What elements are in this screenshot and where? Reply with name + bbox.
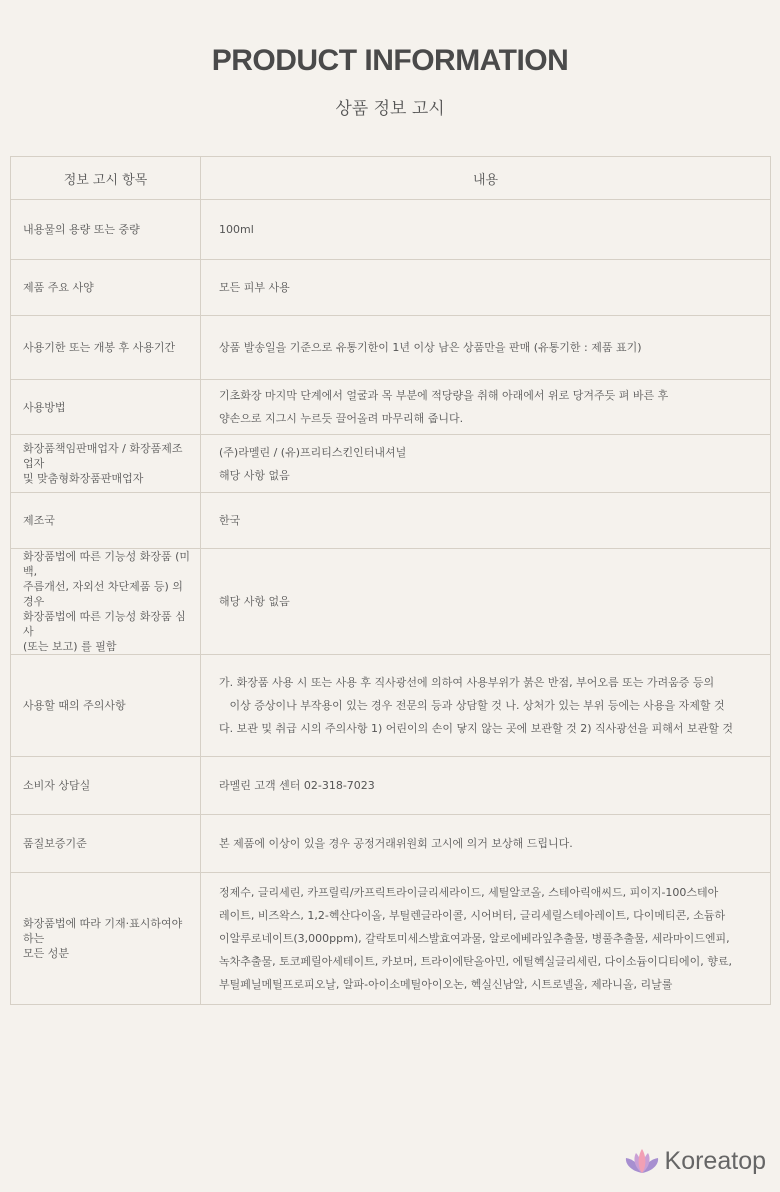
row-label-line: 품질보증기준: [23, 837, 87, 850]
row-label-line: 화장품법에 따른 기능성 화장품 심사: [23, 610, 186, 638]
lotus-icon: [623, 1146, 661, 1176]
row-label-line: (또는 보고) 를 필함: [23, 640, 117, 653]
header-item: 정보 고시 항목: [11, 157, 201, 200]
row-content-line: 해당 사항 없음: [219, 468, 290, 482]
row-label-line: 주름개선, 자외선 차단제품 등) 의 경우: [23, 580, 183, 608]
row-content-line: 가. 화장품 사용 시 또는 사용 후 직사광선에 의하여 사용부위가 붉은 반점, 부어오름 또는 가려움증 등의: [219, 676, 715, 689]
table-row: [11, 260, 771, 316]
row-label-line: 및 맞춤형화장품판매업자: [23, 472, 144, 485]
row-content-line: 정제수, 글리세린, 카프릴릭/카프릭트라이글리세라이드, 세틸알코올, 스테아릭애씨드, 피이지-100스테아: [219, 886, 719, 899]
row-content-line: 기초화장 마지막 단계에서 얼굴과 목 부분에 적당량을 취해 아래에서 위로 당겨주듯 펴 바른 후: [219, 389, 669, 402]
row-label-line: 화장품법에 따라 기재·표시하여야 하는: [23, 917, 183, 945]
row-content: [201, 873, 771, 1005]
table-row: [11, 815, 771, 873]
row-content-line: 상품 발송일을 기준으로 유통기한이 1년 이상 남은 상품만을 판매 (유통기한 : 제품 표기): [219, 341, 642, 354]
row-content: [201, 655, 771, 757]
row-content-line: 이알루로네이트(3,000ppm), 갈락토미세스발효여과물, 알로에베라잎추출물, 병풀추출물, 세라마이드엔피,: [219, 932, 730, 945]
row-content-line: (주)라멜린 / (유)프리티스킨인터내셔널: [219, 445, 407, 459]
table-row: [11, 493, 771, 549]
row-label: [11, 873, 201, 1005]
row-label-line: 사용기한 또는 개봉 후 사용기간: [23, 341, 176, 354]
row-content: [201, 200, 771, 260]
row-content-line: 100ml: [219, 223, 254, 236]
row-content-line: 해당 사항 없음: [219, 595, 290, 608]
row-content: [201, 435, 771, 493]
logo-text: Koreatop: [664, 1146, 766, 1175]
table-row: [11, 873, 771, 1005]
row-label: [11, 200, 201, 260]
row-label-line: 소비자 상담실: [23, 779, 91, 792]
koreatop-logo: [623, 1146, 766, 1176]
row-content-line: 녹차추출물, 토코페릴아세테이트, 카보머, 트라이에탄올아민, 에틸헥실글리세린, 다이소듐이디티에이, 향료,: [219, 955, 732, 968]
row-label-line: 모든 성분: [23, 947, 70, 960]
row-content-line: 부틸페닐메틸프로피오날, 알파-아이소메틸아이오논, 헥실신남알, 시트로넬올, 제라니올, 리날룰: [219, 978, 673, 991]
row-label-line: 제조국: [23, 514, 55, 527]
row-content: [201, 260, 771, 316]
row-label-line: 화장품법에 따른 기능성 화장품 (미백,: [23, 550, 191, 578]
table-row: [11, 757, 771, 815]
row-label: [11, 380, 201, 435]
row-label: [11, 435, 201, 493]
table-row: [11, 200, 771, 260]
table-row: [11, 655, 771, 757]
row-label-line: 내용물의 용량 또는 중량: [23, 223, 140, 236]
row-content-line: 이상 증상이나 부작용이 있는 경우 전문의 등과 상담할 것 나. 상처가 있는 부위 등에는 사용을 자제할 것: [219, 699, 725, 712]
row-content-line: 다. 보관 및 취급 시의 주의사항 1) 어린이의 손이 닿지 않는 곳에 보관할 것 2) 직사광선을 피해서 보관할 것: [219, 722, 734, 735]
row-content: [201, 493, 771, 549]
table-row: [11, 435, 771, 493]
row-content: [201, 815, 771, 873]
row-label-line: 사용방법: [23, 400, 66, 414]
table-row: [11, 549, 771, 655]
row-content: [201, 316, 771, 380]
row-content-line: 본 제품에 이상이 있을 경우 공정거래위원회 고시에 의거 보상해 드립니다.: [219, 837, 573, 850]
row-content: [201, 549, 771, 655]
table-header-row: [11, 157, 771, 200]
product-info-table: [10, 156, 771, 1005]
row-label-line: 사용할 때의 주의사항: [23, 699, 126, 712]
row-content-line: 모든 피부 사용: [219, 281, 290, 294]
row-label: [11, 260, 201, 316]
row-content: [201, 380, 771, 435]
row-label-line: 화장품책임판매업자 / 화장품제조업자: [23, 442, 183, 470]
row-content-line: 라멜린 고객 센터 02-318-7023: [219, 779, 375, 792]
row-content: [201, 757, 771, 815]
row-label-line: 제품 주요 사양: [23, 281, 94, 294]
page-title: PRODUCT INFORMATION: [211, 44, 569, 77]
page-subtitle: 상품 정보 고시: [335, 99, 445, 119]
row-label: [11, 655, 201, 757]
row-content-line: 한국: [219, 514, 241, 527]
row-label: [11, 493, 201, 549]
header-content: 내용: [201, 157, 771, 200]
row-content-line: 양손으로 지그시 누르듯 끌어올려 마무리해 줍니다.: [219, 412, 464, 425]
table-row: [11, 380, 771, 435]
row-label: [11, 549, 201, 655]
row-label: [11, 757, 201, 815]
row-content-line: 레이트, 비즈왁스, 1,2-헥산다이올, 부틸렌글라이콜, 시어버터, 글리세릴스테아레이트, 다이메티콘, 소듐하: [219, 909, 726, 922]
table-row: [11, 316, 771, 380]
row-label: [11, 815, 201, 873]
row-label: [11, 316, 201, 380]
